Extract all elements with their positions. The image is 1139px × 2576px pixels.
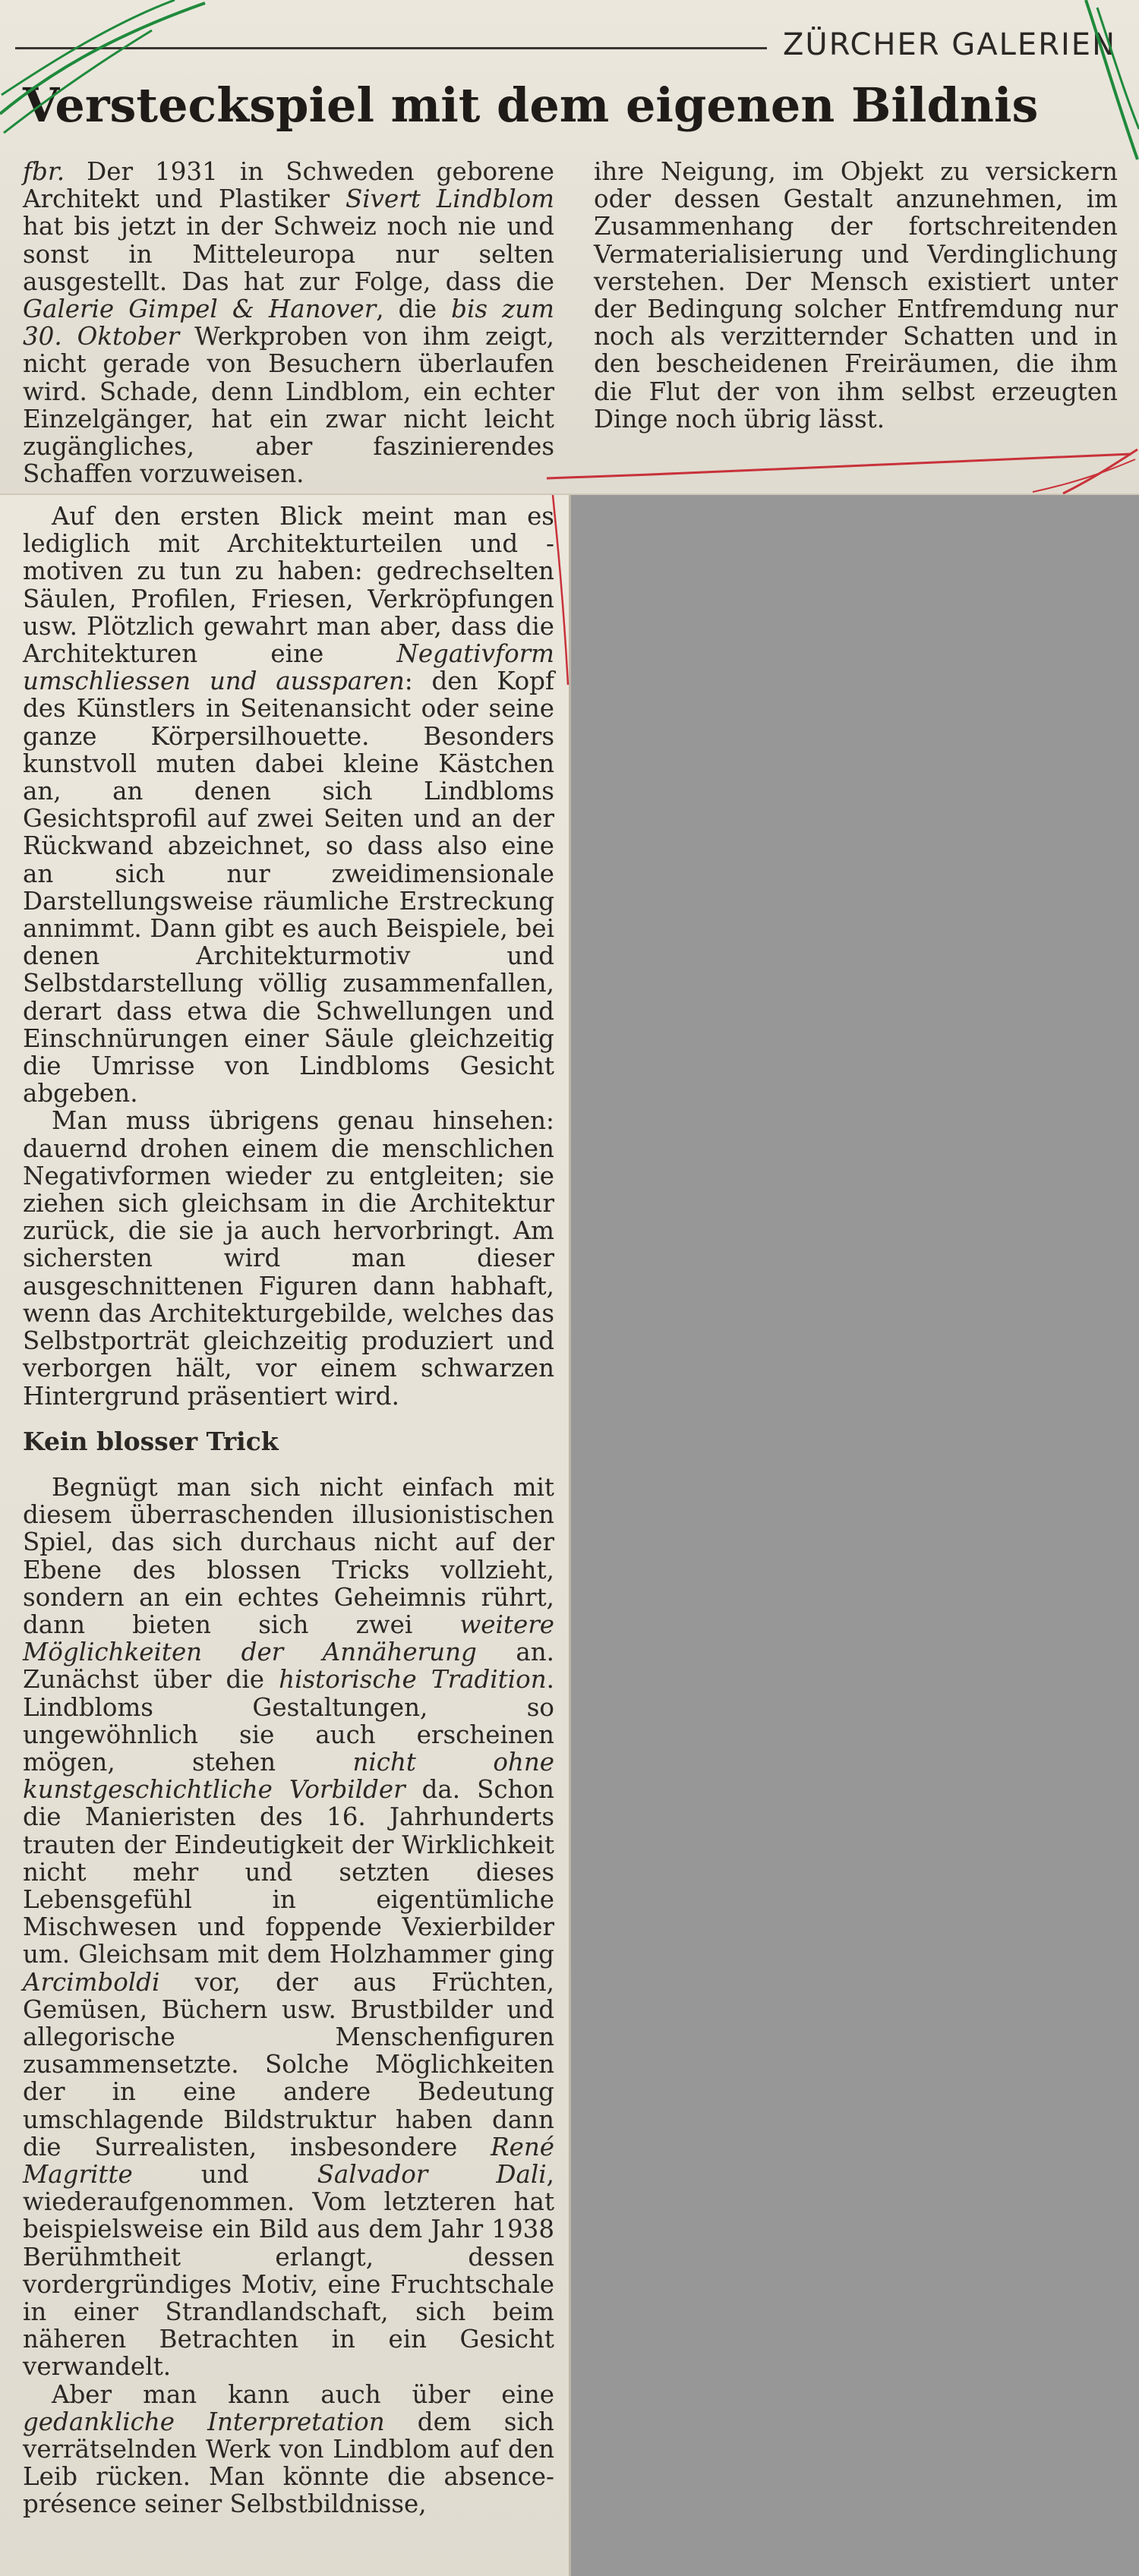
italic-text-run: weitere Möglichkeiten der Annäherung — [23, 1610, 554, 1667]
lead-paragraph-right — [594, 158, 1118, 433]
text-run: , die — [376, 295, 452, 324]
text-run: ihre Neigung, im Objekt zu versickern oder dessen Gestalt anzunehmen, im Zusammenhang der fortschreitenden Vermaterialisierung und Verdinglichung verstehen. Der Mensch existiert unter der Bedingung solcher Entfremdung nur noch als verzitternder Schatten und in den bescheidenen Freiräumen, die ihm die Flut der von ihm selbst erzeugten Dinge noch übrig lässt. — [594, 157, 1118, 434]
text-run: : den Kopf des Künstlers in Seitenansicht oder seine ganze Körpersilhouette. Besonders kunstvoll muten dabei kleine Kästchen an, an denen sich Lindbloms Gesichtsprofil auf zwei Seiten und an der Rückwand abzeichnet, so dass also eine an sich nur zweidimensionale Darstellungsweise räumliche Erstreckung annimmt. Dann gibt es auch Beispiele, bei denen Architekturmotiv und Selbstdarstellung völlig zusammenfallen, derart dass etwa die Schwellungen und Einschnürungen einer Säule gleichzeitig die Umrisse von Lindbloms Gesicht abgeben. — [23, 667, 554, 1108]
text-run: hat bis jetzt in der Schweiz noch nie und sonst in Mitteleuropa nur selten ausgestellt. Das hat zur Folge, dass die — [23, 212, 554, 296]
body-paragraph-1 — [23, 503, 554, 1107]
body-paragraph-4 — [23, 2381, 554, 2518]
text-run: Aber man kann auch über eine — [52, 2379, 554, 2409]
italic-text-run: nicht ohne kunstgeschichtliche Vorbilder — [23, 1747, 555, 1805]
header-rule — [15, 47, 767, 49]
text-run: Auf den ersten Blick meint man es lediglich mit Architekturteilen und -motiven zu tun zu haben: gedrechselten Säulen, Profilen, Friesen, Verkröpfungen usw. Plötzlich gewahrt man aber, dass die Architekturen eine — [23, 502, 554, 669]
italic-text-run: Sivert Lindblom — [345, 184, 554, 214]
italic-text-run: Negativform umschliessen und aussparen — [23, 639, 554, 696]
italic-text-run: historische Tradition — [279, 1665, 547, 1695]
italic-text-run: Salvador Dali — [317, 2159, 547, 2189]
italic-text-run: fbr. — [23, 157, 65, 186]
lead-paragraph-left — [23, 158, 554, 487]
text-run: Man muss übrigens genau hinsehen: dauernd drohen einem die menschlichen Negativformen wieder zu entgleiten; sie ziehen sich gleichsam in die Architektur zurück, die sie ja auch hervorbringt. Am sichersten wird man dieser ausgeschnittenen Figuren dann habhaft, wenn das Architekturgebilde, welches das Selbstporträt gleichzeitig produziert und verborgen hält, vor einem schwarzen Hintergrund präsentiert wird. — [23, 1106, 554, 1411]
text-run: und — [132, 2159, 317, 2189]
text-run: Begnügt man sich nicht einfach mit diesem überraschenden illusionistischen Spiel, das sich durchaus nicht auf der Ebene des blossen Tricks vollzieht, sondern an ein echtes Geheimnis rührt, dann bieten sich zwei — [23, 1472, 554, 1639]
lead-column-right — [594, 158, 1118, 433]
text-run: . Lindbloms Gestaltungen, so ungewöhnlich sie auch erscheinen mögen, stehen — [23, 1665, 554, 1777]
text-run: dem sich verrätselnden Werk von Lindblom auf den Leib rücken. Man könnte die absence-présence seiner Selbstbildnisse, — [23, 2407, 554, 2519]
lead-column-left — [23, 158, 554, 487]
italic-text-run: René Magritte — [23, 2132, 554, 2189]
text-run: Werkproben von ihm zeigt, nicht gerade von Besuchern überlaufen wird. Schade, denn Lindblom, ein echter Einzelgänger, hat ein zwar nicht leicht zugängliches, aber faszinierendes Schaffen vorzuweisen. — [23, 322, 554, 489]
article-headline: Versteckspiel mit dem eigenen Bildnis — [23, 77, 1039, 133]
body-paragraph-2 — [23, 1107, 554, 1409]
italic-text-run: gedankliche Interpretation — [23, 2407, 385, 2436]
body-column — [23, 503, 554, 2518]
text-run: , wiederaufgenommen. Vom letzteren hat beispielsweise ein Bild aus dem Jahr 1938 Berühmtheit erlangt, dessen vordergründiges Motiv, eine Fruchtschale in einer Strandlandschaft, sich beim näheren Betrachten in ein Gesicht verwandelt. — [23, 2159, 554, 2382]
text-run: Der 1931 in Schweden geborene Architekt und Plastiker — [23, 157, 554, 214]
clipping-top-section — [0, 0, 1139, 495]
text-run: da. Schon die Manieristen des 16. Jahrhunderts trauten der Eindeutigkeit der Wirklichkeit nicht mehr und setzten dieses Lebensgefühl in eigentümliche Mischwesen und foppende Vexierbilder um. Gleichsam mit dem Holzhammer ging — [23, 1775, 554, 1969]
section-subheading: Kein blosser Trick — [23, 1426, 279, 1456]
italic-text-run: Galerie Gimpel & Hanover — [23, 295, 377, 324]
text-run: vor, der aus Früchten, Gemüsen, Büchern usw. Brustbilder und allegorische Menschenfiguren zusammensetzte. Solche Möglichkeiten der in eine andere Bedeutung umschlagende Bildstruktur haben dann die Surrealisten, insbesondere — [23, 1967, 554, 2161]
body-paragraph-3 — [23, 1474, 554, 2381]
text-run: an. Zunächst über die — [23, 1638, 554, 1695]
section-label: ZÜRCHER GALERIEN — [783, 27, 1116, 62]
red-pen-mark-icon — [532, 448, 1139, 495]
italic-text-run: Arcimboldi — [23, 1967, 160, 1997]
italic-text-run: bis zum 30. Oktober — [23, 295, 554, 352]
